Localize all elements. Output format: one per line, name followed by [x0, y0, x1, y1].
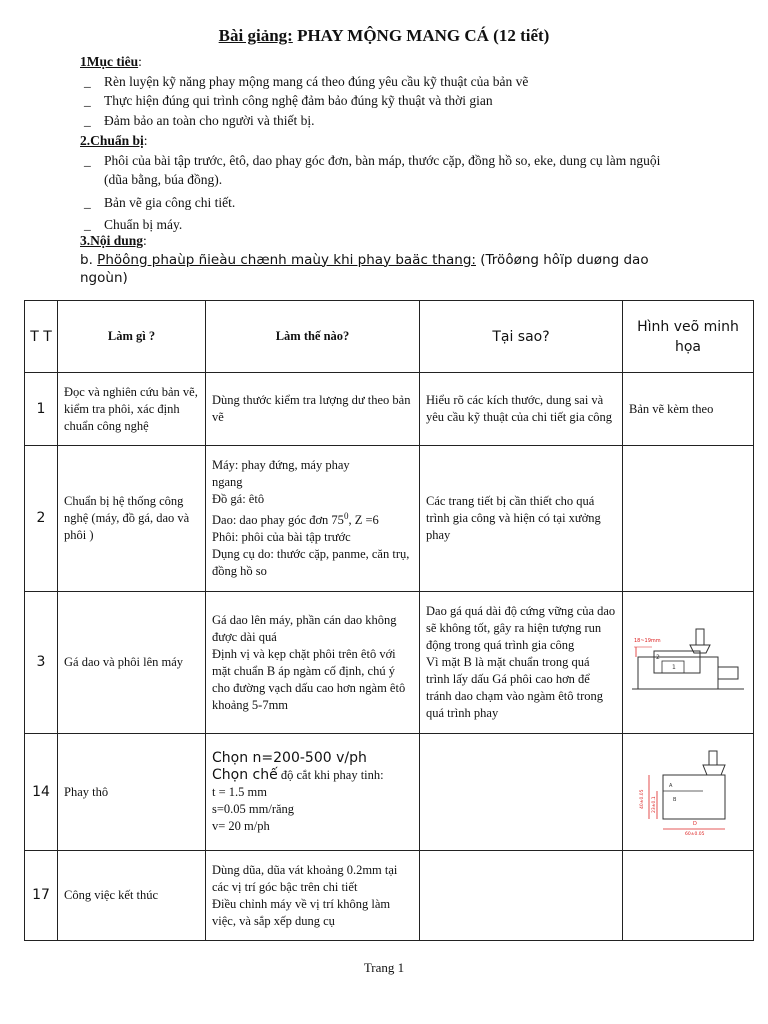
preparation-heading: 2.Chuẩn bị: [80, 133, 144, 148]
list-item: _ Thực hiện đúng qui trình công nghệ đảm bảo đúng kỹ thuật và thời gian: [84, 93, 493, 108]
section-objectives: 1Mục tiêu: _ Rèn luyện kỹ năng phay mộng mang cá theo đúng yêu cầu kỹ thuật của bản vẽ _ Thực hiện đúng qui trình công nghệ đảm bảo đúng kỹ thuật và thời gian _ Đảm bảo an toàn cho người và thiết bị.: [80, 52, 720, 130]
section-content: 3.Nội dung: b. Phöông phaùp ñieàu chænh maùy khi phay baäc thang: (Tröôøng hôïp duøng dao ngoùn): [80, 231, 700, 287]
svg-text:D: D: [693, 821, 697, 827]
procedure-table: [24, 300, 754, 941]
title-lead: Bài giảng:: [218, 26, 293, 45]
header-what: Làm gì ?: [58, 301, 206, 373]
header-how: Làm thế nào?: [206, 301, 420, 373]
header-why: Tại sao?: [420, 301, 623, 373]
svg-text:2: 2: [656, 653, 660, 661]
list-item: _ Đảm bảo an toàn cho người và thiết bị.: [84, 112, 315, 128]
table-row: 17 Công việc kết thúc Dùng dũa, dũa vát khoảng 0.2mm tại các vị trí góc bậc trên chi tiết Điều chỉnh máy về vị trí không làm việc, và sắp xếp dung cụ: [25, 851, 754, 941]
list-item: _ Chuẩn bị máy.: [84, 217, 183, 232]
vise-setup-drawing: [632, 623, 744, 703]
svg-text:A: A: [669, 783, 673, 789]
table-row: 3 Gá dao và phôi lên máy Gá dao lên máy, phần cán dao không được dài quá Định vị và kẹp chặt phôi trên êtô với mặt chuẩn B áp ngàm cố định, chú ý cho đường vạch dấu cao hơn ngàm êtô khoảng 5-7mm Dao gá quá dài độ cứng vững của dao sẽ không tốt, gây ra hiện tượng run động trong quá trình gia công Vì mặt B là mặt chuẩn trong quá trình lấy dấu Gá phôi cao hơn để tránh dao chạm vào ngàm êtô trong quá trình phay 18~19mm 2 1: [25, 592, 754, 734]
figure-rough-milling: [623, 734, 754, 851]
objectives-heading: 1Mục tiêu: [80, 54, 139, 69]
section-preparation: 2.Chuẩn bị: _ Phôi của bài tập trước, êtô, dao phay góc đơn, bàn máp, thước cặp, đồng hồ so, eke, dung cụ làm nguội (dũa bằng, búa đồng). _ Bản vẽ gia công chi tiết. _ Chuẩn bị máy.: [80, 131, 720, 235]
title-main: PHAY MỘNG MANG CÁ (12 tiết): [297, 26, 550, 45]
table-header-row: [25, 301, 754, 373]
table-row: 1 Đọc và nghiên cứu bản vẽ, kiểm tra phôi, xác định chuẩn công nghệ Dùng thước kiểm tra lượng dư theo bản vẽ Hiểu rõ các kích thước, dung sai và yêu cầu kỹ thuật của chi tiết gia công Bản vẽ kèm theo: [25, 373, 754, 446]
list-item: _ Phôi của bài tập trước, êtô, dao phay góc đơn, bàn máp, thước cặp, đồng hồ so, eke, dung cụ làm nguội (dũa bằng, búa đồng).: [84, 152, 661, 187]
svg-text:23±0.1: 23±0.1: [652, 796, 657, 813]
header-figure: Hình veõ minh họa: [623, 301, 754, 373]
table-row: 14 Phay thô Chọn n=200-500 v/ph Chọn chế độ cắt khi phay tinh: t = 1.5 mm s=0.05 mm/răng v= 20 m/ph 40±0.05 23±0.1 B A D 60±0.05: [25, 734, 754, 851]
rough-milling-drawing: [633, 747, 743, 837]
svg-text:18~19mm: 18~19mm: [634, 637, 661, 644]
svg-text:40±0.05: 40±0.05: [640, 789, 645, 809]
header-tt: T T: [25, 301, 58, 373]
content-heading: 3.Nội dung: [80, 233, 144, 248]
list-item: _ Bản vẽ gia công chi tiết.: [84, 194, 236, 210]
table-row: 2 Chuẩn bị hệ thống công nghệ (máy, đồ gá, dao và phôi ) Máy: phay đứng, máy phay ngang Đồ gá: êtô Dao: dao phay góc đơn $75^0$, Z =6 Phôi: phôi của bài tập trước Dụng cụ do: thước cặp, panme, căn trụ, đồng hồ so Các trang tiết bị cần thiết cho quá trình gia công và hiện có tại xưởng phay: [25, 446, 754, 592]
svg-text:1: 1: [672, 663, 676, 671]
figure-setup: [623, 592, 754, 734]
lesson-title: [0, 26, 768, 46]
content-subheading: b. Phöông phaùp ñieàu chænh maùy khi phay baäc thang: (Tröôøng hôïp duøng dao ngoùn): [80, 251, 649, 286]
svg-text:B: B: [673, 797, 677, 803]
svg-text:60±0.05: 60±0.05: [685, 832, 705, 837]
list-item: _ Rèn luyện kỹ năng phay mộng mang cá theo đúng yêu cầu kỹ thuật của bản vẽ: [84, 73, 529, 89]
page-number: Trang 1: [363, 960, 405, 975]
